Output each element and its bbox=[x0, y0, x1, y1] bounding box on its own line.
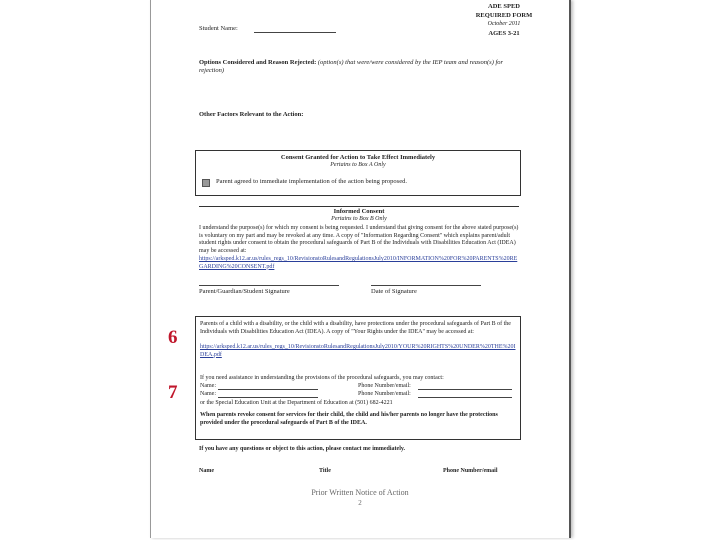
form-ages: AGES 3-21 bbox=[488, 30, 520, 37]
other-factors-heading: Other Factors Relevant to the Action: bbox=[199, 111, 304, 118]
document-page bbox=[150, 0, 571, 538]
questions-text: If you have any questions or object to this action, please contact me immediately. bbox=[199, 446, 406, 452]
contact-phone-line-1 bbox=[418, 389, 512, 390]
consent-subtitle: Pertains to Box A Only bbox=[330, 162, 386, 168]
options-section bbox=[199, 59, 519, 75]
signature-line bbox=[199, 285, 339, 286]
informed-consent-subtitle: Pertains to Box B Only bbox=[331, 216, 387, 222]
contact-name-line-2 bbox=[218, 397, 318, 398]
informed-consent-title: Informed Consent bbox=[333, 208, 385, 215]
signature-label: Parent/Guardian/Student Signature bbox=[199, 288, 290, 295]
consent-title: Consent Granted for Action to Take Effect Immediately bbox=[280, 154, 436, 161]
form-date: October 2011 bbox=[487, 21, 521, 27]
form-title-2: REQUIRED FORM bbox=[475, 12, 533, 19]
consent-box bbox=[195, 150, 521, 196]
student-name-line bbox=[254, 32, 336, 33]
safeguards-box bbox=[195, 316, 521, 440]
contact-phone-label-2: Phone Number/email: bbox=[358, 391, 411, 397]
consent-checkbox[interactable] bbox=[202, 179, 210, 187]
options-note: (option(s) that were/were considered by the IEP team and reason(s) for rejection) bbox=[199, 59, 504, 74]
safeguards-link[interactable]: https://arksped.k12.ar.us/rules_regs_10/RevisionstoRulesandRegulationsJuly2010/YOUR%20RIGHTS%20UNDER%20THE%20IDEA.pdf bbox=[200, 344, 516, 358]
contact-phone-line-2 bbox=[418, 397, 512, 398]
signature-date-line bbox=[371, 285, 481, 286]
safeguards-assist: If you need assistance in understanding the provisions of the procedural safeguards, you may contact: bbox=[200, 375, 444, 381]
safeguards-para: Parents of a child with a disability, or the child with a disability, have protections under the procedural safeguards of Part B of the Individuals with Disabilities Education Act (IDEA). A copy of "Your Rights under the IDEA" may be accessed at: bbox=[200, 321, 511, 335]
footer-title: Prior Written Notice of Action bbox=[311, 488, 409, 497]
consent-checkbox-text: Parent agreed to immediate implementation of the action being proposed. bbox=[216, 178, 407, 185]
marker-six: 6 bbox=[168, 327, 178, 348]
revoke-text: When parents revoke consent for services for their child, the child and his/her parents no longer have the protections provided under the procedural safeguards of Part B of the IDEA. bbox=[200, 412, 498, 426]
contact-phone-label-1: Phone Number/email: bbox=[358, 383, 411, 389]
page-number: 2 bbox=[358, 499, 362, 507]
signature-date-label: Date of Signature bbox=[371, 288, 417, 295]
form-title-1: ADE SPED bbox=[488, 3, 520, 10]
marker-seven: 7 bbox=[168, 382, 178, 403]
col-title: Title bbox=[319, 468, 331, 474]
contact-name-label-2: Name: bbox=[200, 391, 216, 397]
informed-consent-rule bbox=[199, 206, 519, 207]
contact-name-line-1 bbox=[218, 389, 318, 390]
sped-unit-text: or the Special Education Unit at the Department of Education at (501) 682-4221 bbox=[200, 400, 393, 406]
col-phone: Phone Number/email bbox=[443, 468, 498, 474]
student-name-label: Student Name: bbox=[199, 25, 238, 32]
informed-consent-link[interactable]: https://arksped.k12.ar.us/rules_regs_10/RevisionstoRulesandRegulationsJuly2010/INFORMATION%20FOR%20PARENTS%20REGARDING%20CONSENT.pdf bbox=[199, 256, 518, 270]
col-name: Name bbox=[199, 468, 214, 474]
informed-consent-body: I understand the purpose(s) for which my consent is being requested. I understand that giving consent for the above stated purpose(s) is voluntary on my part and may be revoked at any time. A copy of "Information Regarding Consent" which explains parent/adult student rights under consent to obtain the procedural safeguards of Part B of the Individuals with Disabilities Education Act (IDEA) may be accessed at: bbox=[199, 225, 519, 254]
contact-name-label-1: Name: bbox=[200, 383, 216, 389]
options-heading: Options Considered and Reason Rejected: bbox=[199, 59, 317, 66]
